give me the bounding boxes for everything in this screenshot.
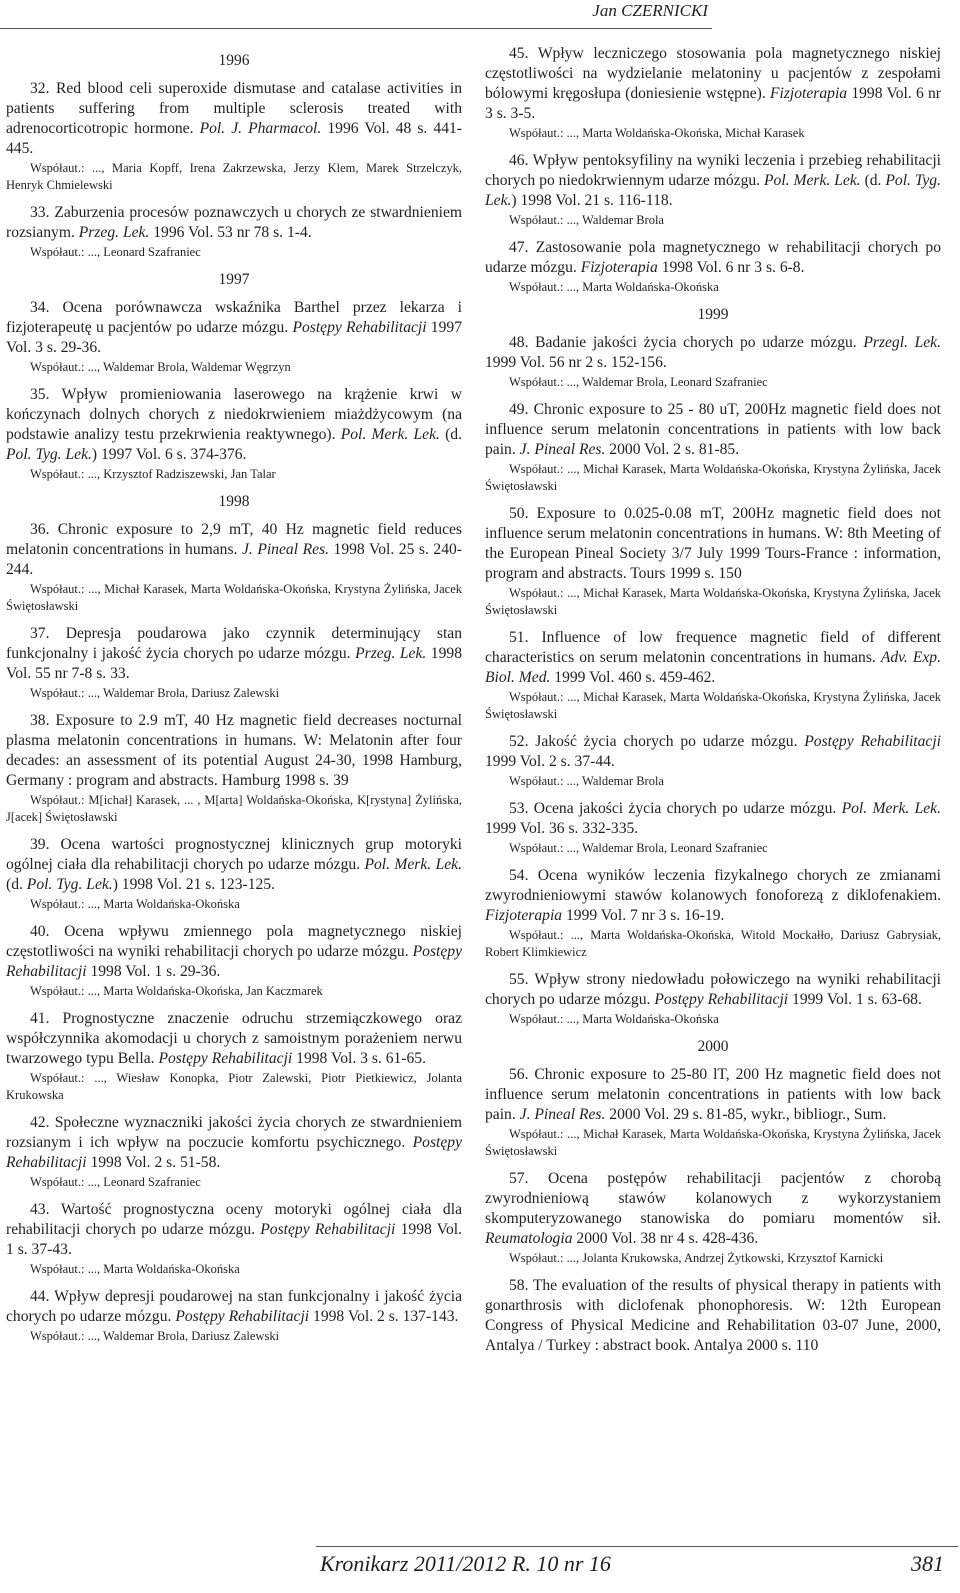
entry-coauthors: Współaut.: ..., Marta Woldańska-Okońska, Michał Karasek xyxy=(509,126,805,140)
entry-citation: 43. Wartość prognostyczna oceny motoryki ogólnej ciała dla rehabilitacji chorych po udarze mózgu. Postępy Rehabilitacji 1998 Vol. 1 s. 37-43. xyxy=(6,1201,463,1258)
entry-citation: 32. Red blood celi superoxide dismutase and catalase activities in patients suffering from multiple sclerosis treated with adrenocorticotropic hormone. Pol. J. Pharmacol. 1996 Vol. 48 s. 441-445. xyxy=(6,80,462,157)
running-head-author: Jan CZERNICKI xyxy=(592,1,708,20)
year-heading: 1998 xyxy=(218,493,250,510)
bibliography-entry xyxy=(6,835,462,913)
entry-coauthors: Współaut.: ..., Waldemar Brola, Dariusz Zalewski xyxy=(30,1329,280,1343)
bibliography-entry xyxy=(6,711,462,826)
entry-citation: 45. Wpływ leczniczego stosowania pola magnetycznego niskiej częstotliwości na wydzielanie melatoniny u pacjentów z zespołami bólowymi kręgosłupa (doniesienie wstępne). Fizjoterapia 1998 Vol. 6 nr 3 s. 3-5. xyxy=(485,45,941,122)
entry-coauthors: Współaut.: ..., Marta Woldańska-Okońska xyxy=(509,1012,719,1026)
entry-citation: 33. Zaburzenia procesów poznawczych u chorych ze stwardnieniem rozsianym. Przeg. Lek. 1996 Vol. 53 nr 78 s. 1-4. xyxy=(6,204,462,241)
entry-citation: 58. The evaluation of the results of physical therapy in patients with gonarthrosis with diclofenak phonophoresis. W: 12th European Congress of Physical Medicine and Rehabilitation 03-07 June, 2000, Antalya / Turkey : abstract book. Antalya 2000 s. 110 xyxy=(485,1277,941,1354)
bibliography-entry xyxy=(6,1113,462,1191)
journal-title: Kronikarz 2011/2012 R. 10 nr 16 xyxy=(320,1551,611,1576)
entry-coauthors: Współaut.: ..., Marta Woldańska-Okońska, Jan Kaczmarek xyxy=(30,984,323,998)
entry-citation: 47. Zastosowanie pola magnetycznego w rehabilitacji chorych po udarze mózgu. Fizjoterapia 1998 Vol. 6 nr 3 s. 6-8. xyxy=(485,239,941,276)
bibliography-entry xyxy=(485,970,941,1028)
entry-coauthors: Współaut.: ..., Michał Karasek, Marta Woldańska-Okońska, Krystyna Żylińska, Jacek Świętosławski xyxy=(6,582,462,613)
entry-coauthors: Współaut.: ..., Michał Karasek, Marta Woldańska-Okońska, Krystyna Żylińska, Jacek Świętosławski xyxy=(485,586,941,617)
entry-coauthors: Współaut.: ..., Michał Karasek, Marta Woldańska-Okońska, Krystyna Żylińska, Jacek Świętosławski xyxy=(485,462,941,493)
bibliography-entry xyxy=(485,44,941,142)
bibliography-entry xyxy=(485,238,941,296)
entry-coauthors: Współaut.: ..., Michał Karasek, Marta Woldańska-Okońska, Krystyna Żylińska, Jacek Świętosławski xyxy=(485,690,941,721)
right-column xyxy=(485,44,941,1365)
entry-coauthors: Współaut.: ..., Waldemar Brola, Waldemar Węgrzyn xyxy=(30,360,291,374)
entry-coauthors: Współaut.: ..., Marta Woldańska-Okońska, Witold Mockałło, Dariusz Gabrysiak, Robert Klimkiewicz xyxy=(485,928,941,959)
year-heading: 2000 xyxy=(697,1038,729,1055)
entry-citation: 40. Ocena wpływu zmiennego pola magnetycznego niskiej częstotliwości na wyniki rehabilitacji chorych po udarze mózgu. Postępy Rehabilitacji 1998 Vol. 1 s. 29-36. xyxy=(6,923,462,980)
entry-coauthors: Współaut.: ..., Waldemar Brola, Leonard Szafraniec xyxy=(509,375,768,389)
bibliography-entry xyxy=(485,628,941,723)
entry-coauthors: Współaut.: ..., Marta Woldańska-Okońska xyxy=(509,280,719,294)
bibliography-entry xyxy=(485,333,941,391)
entry-citation: 54. Ocena wyników leczenia fizykalnego chorych ze zmianami zwyrodnieniowymi stawów kolanowych fonoforezą z diklofenakiem. Fizjoterapia 1999 Vol. 7 nr 3 s. 16-19. xyxy=(485,867,941,924)
entry-citation: 39. Ocena wartości prognostycznej klinicznych grup motoryki ogólnej ciała dla rehabilitacji chorych po udarze mózgu. Pol. Merk. Lek. (d. Pol. Tyg. Lek.) 1998 Vol. 21 s. 123-125. xyxy=(6,836,462,893)
entry-coauthors: Współaut.: ..., Waldemar Brola xyxy=(509,774,664,788)
entry-citation: 37. Depresja poudarowa jako czynnik determinujący stan funkcjonalny i jakość życia chorych po udarze mózgu. Przeg. Lek. 1998 Vol. 55 nr 7-8 s. 33. xyxy=(6,625,462,682)
entry-citation: 50. Exposure to 0.025-0.08 mT, 200Hz magnetic field does not influence serum melatonin concentrations in humans. W: 8th Meeting of the European Pineal Society 3/7 July 1999 Tours-France : information, program and abstracts. Tours 1999 s. 150 xyxy=(485,505,941,582)
entry-coauthors: Współaut.: ..., Waldemar Brola, Leonard Szafraniec xyxy=(509,841,768,855)
bibliography-entry xyxy=(6,520,462,615)
entry-coauthors: Współaut.: ..., Marta Woldańska-Okońska xyxy=(30,897,240,911)
page-footer xyxy=(316,1546,958,1587)
entry-citation: 55. Wpływ strony niedowładu połowiczego na wyniki rehabilitacji chorych po udarze mózgu. Postępy Rehabilitacji 1999 Vol. 1 s. 63-68. xyxy=(485,971,941,1008)
bibliography-entry xyxy=(6,1200,462,1278)
bibliography-entry xyxy=(485,866,941,961)
left-column xyxy=(6,44,462,1354)
bibliography-entry xyxy=(485,151,941,229)
entry-citation: 38. Exposure to 2.9 mT, 40 Hz magnetic field decreases nocturnal plasma melatonin concentrations in humans. W: Melatonin after four decades: an assessment of its potential August 24-30, 1998 Hamburg, Germany : program and abstracts. Hamburg 1998 s. 39 xyxy=(6,712,462,789)
entry-coauthors: Współaut.: ..., Waldemar Brola xyxy=(509,213,664,227)
entry-coauthors: Współaut.: ..., Leonard Szafraniec xyxy=(30,1175,201,1189)
bibliography-entry xyxy=(485,1276,941,1356)
entry-citation: 44. Wpływ depresji poudarowej na stan funkcjonalny i jakość życia chorych po udarze mózgu. Postępy Rehabilitacji 1998 Vol. 2 s. 137-143. xyxy=(6,1288,462,1325)
bibliography-entry xyxy=(6,1009,462,1104)
bibliography-entry xyxy=(6,1287,462,1345)
entry-citation: 36. Chronic exposure to 2,9 mT, 40 Hz magnetic field reduces melatonin concentrations in humans. J. Pineal Res. 1998 Vol. 25 s. 240-244. xyxy=(6,521,462,578)
bibliography-entry xyxy=(485,1169,941,1267)
entry-coauthors: Współaut.: M[ichał] Karasek, ... , M[arta] Woldańska-Okońska, K[rystyna] Żylińska, J[acek] Świętosławski xyxy=(6,793,462,824)
entry-coauthors: Współaut.: ..., Jolanta Krukowska, Andrzej Żytkowski, Krzysztof Karnicki xyxy=(509,1251,884,1265)
entry-citation: 34. Ocena porównawcza wskaźnika Barthel przez lekarza i fizjoterapeutę u pacjentów po udarze mózgu. Postępy Rehabilitacji 1997 Vol. 3 s. 29-36. xyxy=(6,299,462,356)
bibliography-entry xyxy=(6,79,462,194)
bibliography-entry xyxy=(485,400,941,495)
entry-coauthors: Współaut.: ..., Waldemar Brola, Dariusz Zalewski xyxy=(30,686,280,700)
bibliography-entry xyxy=(6,298,462,376)
entry-citation: 35. Wpływ promieniowania laserowego na krążenie krwi w kończynach dolnych chorych z niedokrwieniem miażdżycowym (na podstawie analizy testu przekrwienia reaktywnego). Pol. Merk. Lek. (d. Pol. Tyg. Lek.) 1997 Vol. 6 s. 374-376. xyxy=(6,386,462,463)
year-heading: 1996 xyxy=(218,52,250,69)
bibliography-entry xyxy=(485,1065,941,1160)
entry-citation: 51. Influence of low frequence magnetic field of different characteristics on serum melatonin concentrations in humans. Adv. Exp. Biol. Med. 1999 Vol. 460 s. 459-462. xyxy=(485,629,941,686)
entry-coauthors: Współaut.: ..., Leonard Szafraniec xyxy=(30,245,201,259)
bibliography-entry xyxy=(485,732,941,790)
bibliography-entry xyxy=(6,385,462,483)
entry-citation: 52. Jakość życia chorych po udarze mózgu. Postępy Rehabilitacji 1999 Vol. 2 s. 37-44. xyxy=(485,733,941,770)
entry-coauthors: Współaut.: ..., Krzysztof Radziszewski, Jan Talar xyxy=(30,467,276,481)
year-heading: 1997 xyxy=(218,271,250,288)
entry-coauthors: Współaut.: ..., Wiesław Konopka, Piotr Zalewski, Piotr Pietkiewicz, Jolanta Krukowska xyxy=(6,1071,462,1102)
entry-coauthors: Współaut.: ..., Marta Woldańska-Okońska xyxy=(30,1262,240,1276)
entry-citation: 41. Prognostyczne znaczenie odruchu strzemiączkowego oraz współczynnika akomodacji u chorych z samoistnym porażeniem nerwu twarzowego typu Bella. Postępy Rehabilitacji 1998 Vol. 3 s. 61-65. xyxy=(6,1010,462,1067)
entry-citation: 53. Ocena jakości życia chorych po udarze mózgu. Pol. Merk. Lek. 1999 Vol. 36 s. 332-335. xyxy=(485,800,942,837)
page-header xyxy=(0,0,712,29)
year-heading: 1999 xyxy=(697,306,729,323)
page-number: 381 xyxy=(911,1551,944,1576)
entry-citation: 57. Ocena postępów rehabilitacji pacjentów z chorobą zwyrodnieniową stawów kolanowych z wykorzystaniem skomputeryzowanego stanowiska do pomiaru momentów sił. Reumatologia 2000 Vol. 38 nr 4 s. 428-436. xyxy=(485,1170,941,1247)
entry-citation: 49. Chronic exposure to 25 - 80 uT, 200Hz magnetic field does not influence serum melatonin concentrations in patients with low back pain. J. Pineal Res. 2000 Vol. 2 s. 81-85. xyxy=(485,401,941,458)
bibliography-entry xyxy=(6,203,462,261)
entry-citation: 46. Wpływ pentoksyfiliny na wyniki leczenia i przebieg rehabilitacji chorych po niedokrwiennym udarze mózgu. Pol. Merk. Lek. (d. Pol. Tyg. Lek.) 1998 Vol. 21 s. 116-118. xyxy=(485,152,942,209)
entry-citation: 42. Społeczne wyznaczniki jakości życia chorych ze stwardnieniem rozsianym i ich wpływ na poczucie komfortu psychicznego. Postępy Rehabilitacji 1998 Vol. 2 s. 51-58. xyxy=(6,1114,462,1171)
entry-citation: 48. Badanie jakości życia chorych po udarze mózgu. Przegl. Lek. 1999 Vol. 56 nr 2 s. 152-156. xyxy=(485,334,941,371)
bibliography-entry xyxy=(485,799,941,857)
bibliography-entry xyxy=(485,504,941,619)
entry-coauthors: Współaut.: ..., Maria Kopff, Irena Zakrzewska, Jerzy Klem, Marek Strzelczyk, Henryk Chmielewski xyxy=(6,161,462,192)
bibliography-entry xyxy=(6,922,462,1000)
entry-citation: 56. Chronic exposure to 25-80 lT, 200 Hz magnetic field does not influence serum melatonin concentrations in patients with low back pain. J. Pineal Res. 2000 Vol. 29 s. 81-85, wykr., bibliogr., Sum. xyxy=(485,1066,941,1123)
bibliography-entry xyxy=(6,624,462,702)
entry-coauthors: Współaut.: ..., Michał Karasek, Marta Woldańska-Okońska, Krystyna Żylińska, Jacek Świętosławski xyxy=(485,1127,941,1158)
